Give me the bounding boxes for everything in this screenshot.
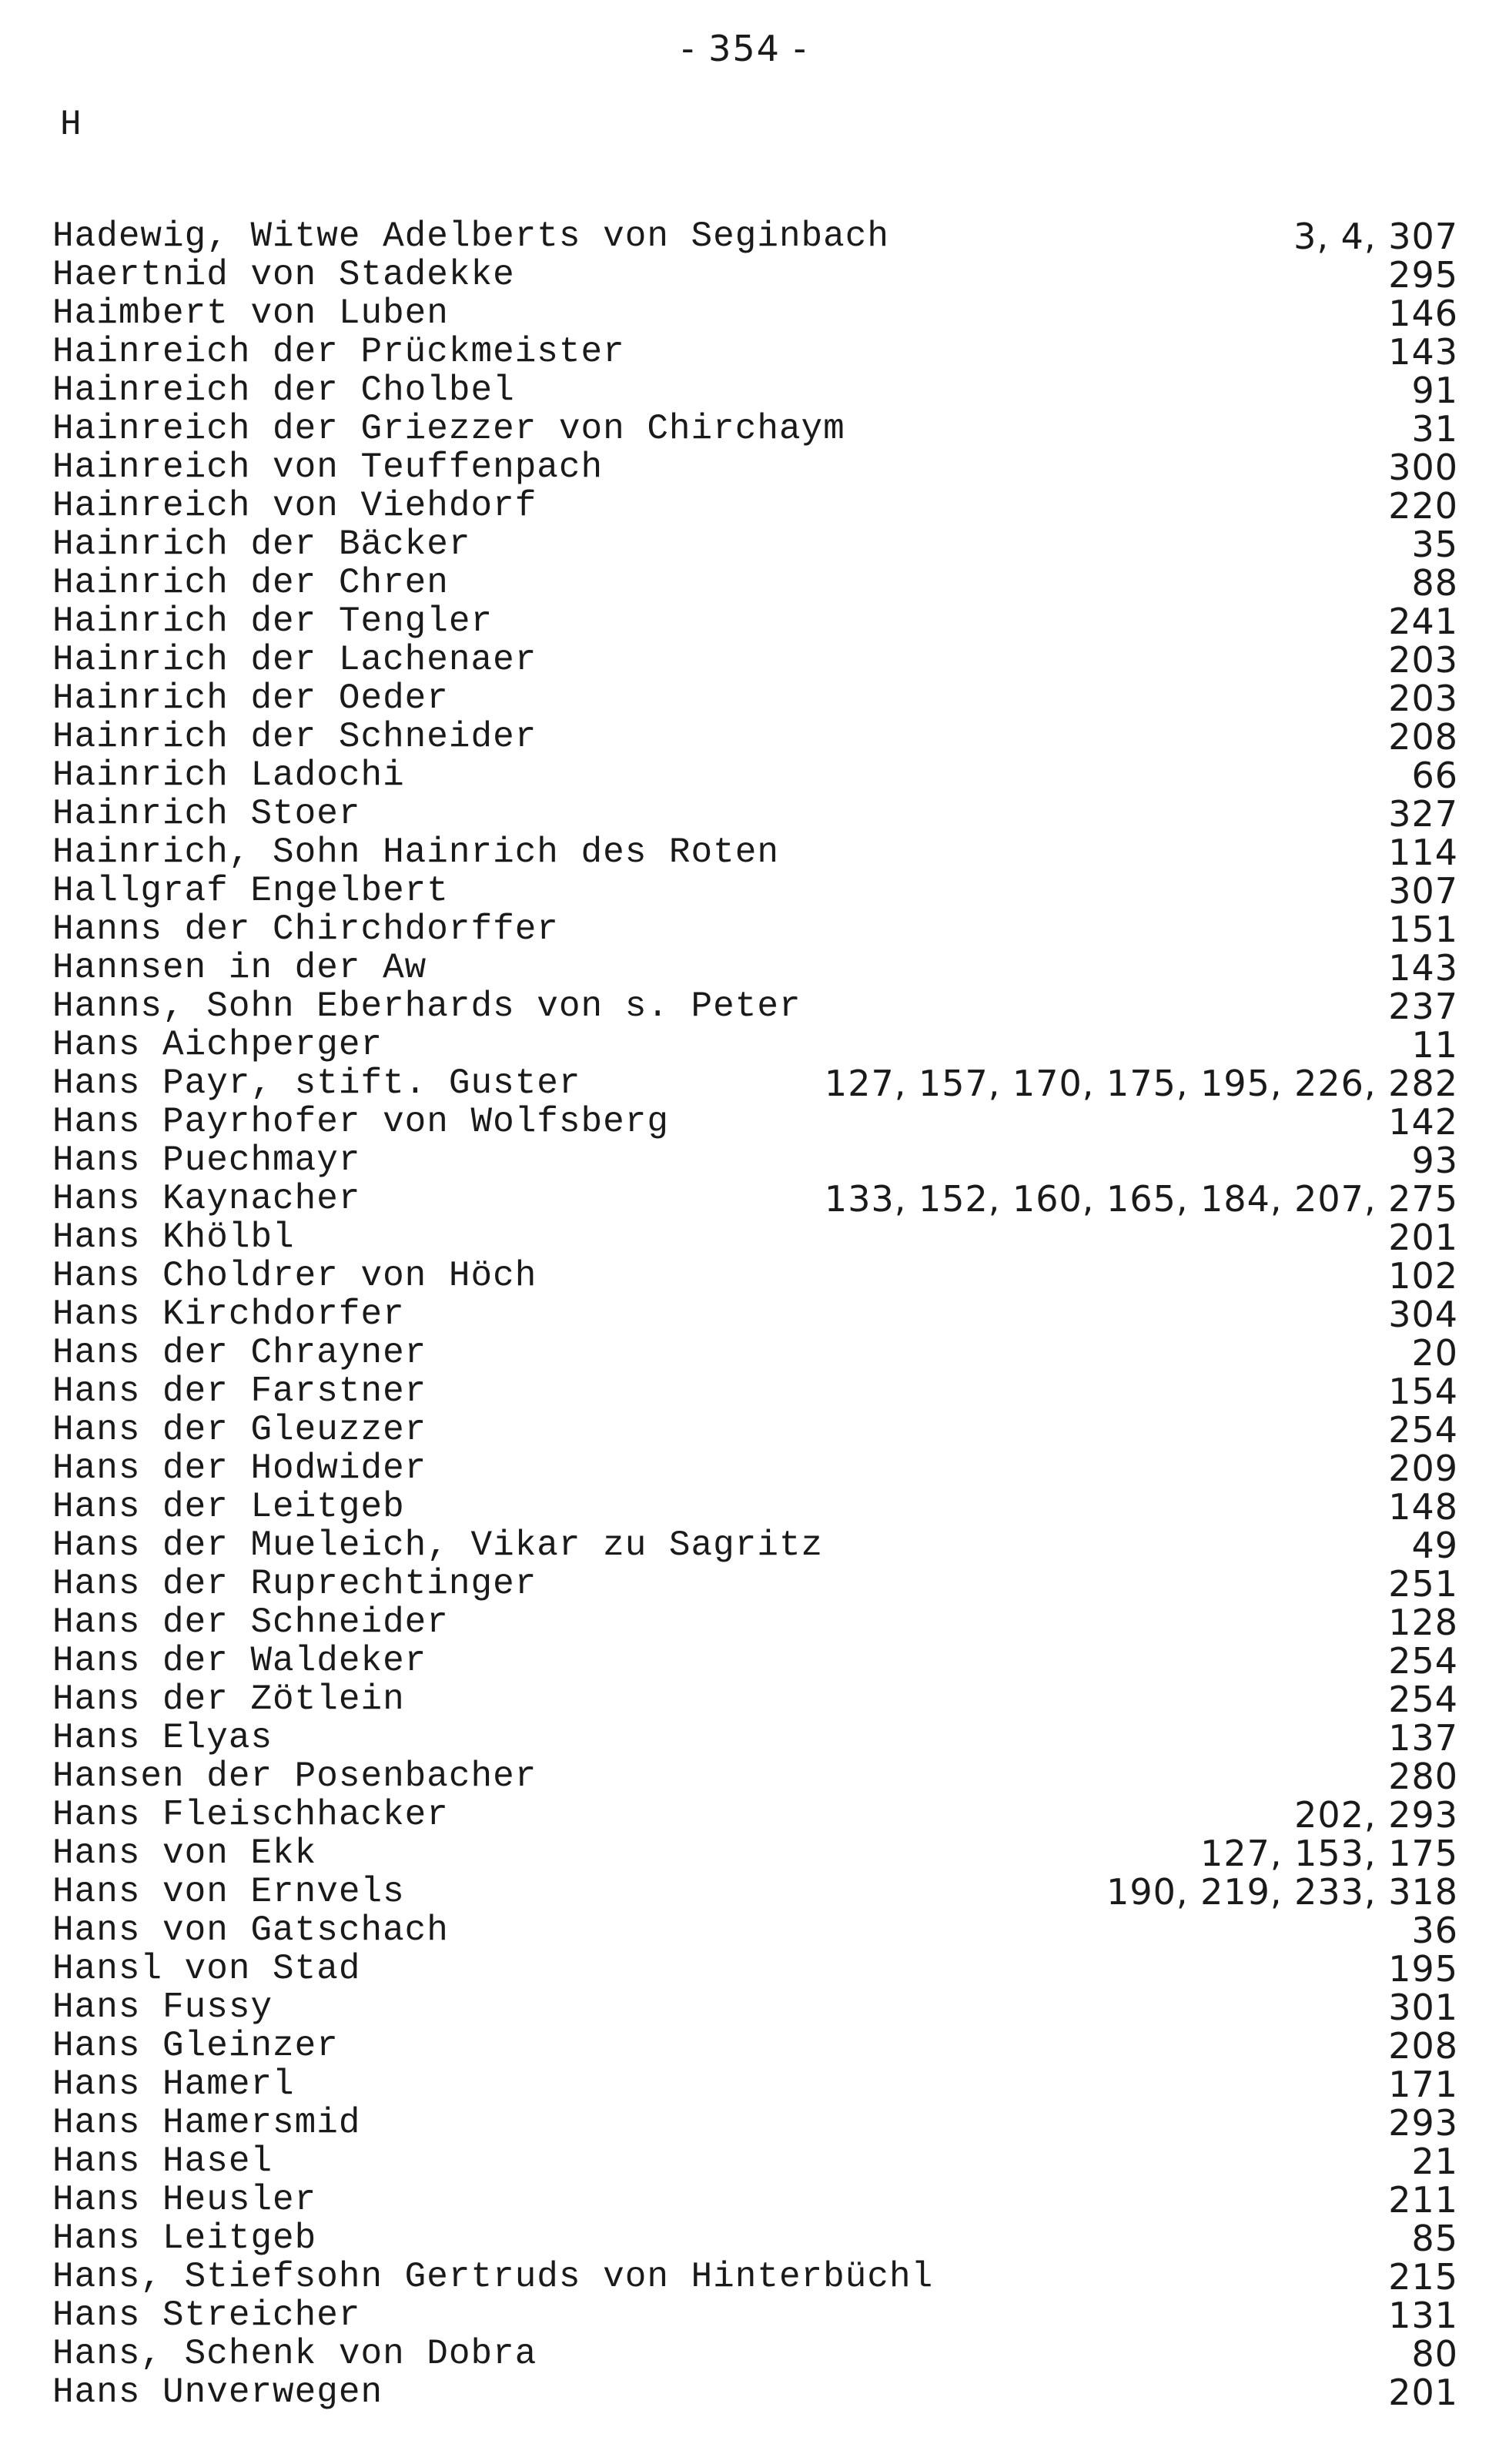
entry-name: Hans von Ekk: [52, 1833, 317, 1873]
entry-page-references: 88: [1411, 562, 1458, 604]
entry-page-references: 128: [1388, 1602, 1458, 1643]
entry-name: Hans Gleinzer: [52, 2026, 339, 2066]
entry-name: Hans von Gatschach: [52, 1910, 449, 1950]
entry-name: Hans Leitgeb: [52, 2218, 317, 2258]
entry-page-references: 301: [1388, 1987, 1458, 2028]
index-entry: [52, 679, 1458, 718]
entry-name: Hainrich der Bäcker: [52, 524, 471, 564]
index-entry: [52, 371, 1458, 410]
index-entry: [52, 217, 1458, 256]
index-entry: [52, 987, 1458, 1026]
entry-name: Hainreich der Prückmeister: [52, 332, 625, 372]
section-letter: H: [60, 105, 82, 145]
entry-name: Hans Payr, stift. Guster: [52, 1063, 581, 1103]
entry-page-references: 201: [1388, 1217, 1458, 1258]
entry-name: Hans, Schenk von Dobra: [52, 2334, 537, 2374]
entry-page-references: 114: [1388, 832, 1458, 873]
entry-page-references: 254: [1388, 1640, 1458, 1682]
index-entry: [52, 1180, 1458, 1218]
index-entry: [52, 2335, 1458, 2373]
entry-name: Hans von Ernvels: [52, 1872, 405, 1912]
index-entry: [52, 1295, 1458, 1334]
index-entry: [52, 1911, 1458, 1950]
entry-page-references: 142: [1388, 1101, 1458, 1143]
entry-page-references: 202, 293: [1294, 1794, 1458, 1836]
entry-name: Hans Unverwegen: [52, 2372, 383, 2412]
index-entry: [52, 1411, 1458, 1449]
index-entry: [52, 2258, 1458, 2296]
entry-page-references: 304: [1388, 1294, 1458, 1335]
entry-page-references: 151: [1388, 909, 1458, 950]
entry-page-references: 241: [1388, 601, 1458, 642]
entry-page-references: 148: [1388, 1486, 1458, 1528]
entry-page-references: 203: [1388, 678, 1458, 719]
index-entry: [52, 949, 1458, 987]
entry-name: Hans Hamersmid: [52, 2103, 361, 2143]
entry-name: Hanns, Sohn Eberhards von s. Peter: [52, 986, 801, 1026]
index-entry: [52, 1449, 1458, 1488]
name-index-list: [52, 217, 1458, 2412]
entry-name: Hadewig, Witwe Adelberts von Seginbach: [52, 216, 889, 256]
entry-name: Hans der Zötlein: [52, 1679, 405, 1719]
entry-page-references: 35: [1411, 524, 1458, 565]
entry-name: Hans der Schneider: [52, 1602, 449, 1642]
entry-page-references: 209: [1388, 1448, 1458, 1489]
entry-page-references: 215: [1388, 2256, 1458, 2298]
index-entry: [52, 448, 1458, 487]
entry-page-references: 300: [1388, 447, 1458, 488]
index-entry: [52, 2065, 1458, 2104]
entry-page-references: 143: [1388, 331, 1458, 373]
entry-name: Hainrich der Lachenaer: [52, 640, 537, 680]
entry-page-references: 85: [1411, 2218, 1458, 2259]
entry-name: Hans Kirchdorfer: [52, 1294, 405, 1334]
index-entry: [52, 1103, 1458, 1141]
entry-page-references: 208: [1388, 2025, 1458, 2067]
entry-name: Hans Aichperger: [52, 1025, 383, 1065]
entry-name: Hans Choldrer von Höch: [52, 1256, 537, 1296]
entry-page-references: 171: [1388, 2064, 1458, 2105]
entry-name: Hainrich der Chren: [52, 563, 449, 603]
entry-page-references: 127, 157, 170, 175, 195, 226, 282: [824, 1063, 1458, 1104]
index-entry: [52, 2296, 1458, 2335]
index-entry: [52, 410, 1458, 448]
index-entry: [52, 795, 1458, 833]
index-entry: [52, 1257, 1458, 1295]
entry-page-references: 251: [1388, 1563, 1458, 1605]
entry-name: Hainrich der Tengler: [52, 601, 494, 641]
entry-page-references: 49: [1411, 1525, 1458, 1566]
entry-page-references: 201: [1388, 2372, 1458, 2413]
entry-page-references: 254: [1388, 1409, 1458, 1451]
entry-page-references: 295: [1388, 254, 1458, 296]
entry-name: Hans der Leitgeb: [52, 1487, 405, 1527]
entry-page-references: 146: [1388, 293, 1458, 334]
entry-page-references: 102: [1388, 1255, 1458, 1297]
entry-page-references: 127, 153, 175: [1200, 1833, 1458, 1874]
entry-page-references: 91: [1411, 370, 1458, 411]
index-entry: [52, 256, 1458, 294]
entry-page-references: 31: [1411, 408, 1458, 450]
entry-name: Hans Hasel: [52, 2141, 273, 2181]
index-entry: [52, 1372, 1458, 1411]
entry-name: Hans Puechmayr: [52, 1140, 361, 1180]
entry-name: Hans Kaynacher: [52, 1179, 361, 1219]
index-entry: [52, 1526, 1458, 1565]
index-entry: [52, 2142, 1458, 2181]
index-entry: [52, 718, 1458, 756]
entry-name: Hainrich Stoer: [52, 794, 361, 834]
entry-page-references: 237: [1388, 986, 1458, 1027]
entry-name: Hainreich der Griezzer von Chirchaym: [52, 409, 845, 449]
index-entry: [52, 1757, 1458, 1796]
index-entry: [52, 910, 1458, 949]
index-entry: [52, 1680, 1458, 1719]
entry-name: Hainrich der Schneider: [52, 717, 537, 757]
entry-page-references: 11: [1411, 1024, 1458, 1066]
entry-page-references: 36: [1411, 1910, 1458, 1951]
entry-name: Hans Elyas: [52, 1718, 273, 1758]
entry-page-references: 220: [1388, 485, 1458, 527]
index-entry: [52, 756, 1458, 795]
entry-name: Haimbert von Luben: [52, 293, 449, 333]
entry-name: Hainrich Ladochi: [52, 755, 405, 795]
entry-page-references: 93: [1411, 1140, 1458, 1181]
entry-name: Hainreich von Viehdorf: [52, 486, 537, 526]
index-entry: [52, 2373, 1458, 2412]
entry-name: Hans der Waldeker: [52, 1641, 427, 1681]
entry-page-references: 211: [1388, 2179, 1458, 2221]
index-entry: [52, 1988, 1458, 2027]
index-entry: [52, 294, 1458, 333]
entry-name: Hans, Stiefsohn Gertruds von Hinterbüchl: [52, 2257, 934, 2297]
entry-name: Hainreich von Teuffenpach: [52, 447, 604, 487]
entry-name: Hannsen in der Aw: [52, 948, 427, 988]
index-entry: [52, 1642, 1458, 1680]
entry-name: Hallgraf Engelbert: [52, 871, 449, 911]
index-entry: [52, 333, 1458, 371]
entry-name: Hans Heusler: [52, 2180, 317, 2220]
entry-name: Hans der Mueleich, Vikar zu Sagritz: [52, 1525, 824, 1565]
entry-name: Hans Khölbl: [52, 1217, 295, 1257]
entry-name: Hansen der Posenbacher: [52, 1756, 537, 1796]
entry-name: Hans Fleischhacker: [52, 1795, 449, 1835]
entry-name: Hansl von Stad: [52, 1949, 361, 1989]
index-entry: [52, 1141, 1458, 1180]
index-entry: [52, 1064, 1458, 1103]
entry-page-references: 307: [1388, 870, 1458, 912]
entry-page-references: 143: [1388, 947, 1458, 989]
index-entry: [52, 2219, 1458, 2258]
entry-name: Haertnid von Stadekke: [52, 255, 515, 295]
entry-page-references: 21: [1411, 2141, 1458, 2182]
entry-page-references: 154: [1388, 1371, 1458, 1412]
entry-name: Hainreich der Cholbel: [52, 370, 515, 410]
entry-page-references: 80: [1411, 2333, 1458, 2375]
entry-page-references: 195: [1388, 1948, 1458, 1990]
index-entry: [52, 1873, 1458, 1911]
entry-name: Hans der Hodwider: [52, 1448, 427, 1488]
entry-name: Hainrich, Sohn Hainrich des Roten: [52, 832, 779, 872]
index-entry: [52, 1603, 1458, 1642]
entry-name: Hans der Chrayner: [52, 1333, 427, 1373]
entry-page-references: 293: [1388, 2102, 1458, 2144]
index-entry: [52, 564, 1458, 602]
index-entry: [52, 1488, 1458, 1526]
index-entry: [52, 487, 1458, 525]
entry-page-references: 137: [1388, 1717, 1458, 1759]
index-entry: [52, 1719, 1458, 1757]
index-entry: [52, 2104, 1458, 2142]
entry-page-references: 20: [1411, 1332, 1458, 1374]
index-entry: [52, 1950, 1458, 1988]
index-entry: [52, 2181, 1458, 2219]
entry-name: Hans Hamerl: [52, 2064, 295, 2104]
entry-page-references: 190, 219, 233, 318: [1106, 1871, 1458, 1913]
index-entry: [52, 1565, 1458, 1603]
entry-page-references: 254: [1388, 1679, 1458, 1720]
index-entry: [52, 1218, 1458, 1257]
entry-name: Hans Fussy: [52, 1987, 273, 2027]
index-entry: [52, 872, 1458, 910]
index-entry: [52, 1026, 1458, 1064]
entry-page-references: 133, 152, 160, 165, 184, 207, 275: [824, 1178, 1458, 1220]
entry-name: Hans der Ruprechtinger: [52, 1564, 537, 1604]
entry-name: Hans der Gleuzzer: [52, 1410, 427, 1450]
entry-page-references: 280: [1388, 1756, 1458, 1797]
entry-name: Hanns der Chirchdorffer: [52, 909, 559, 949]
entry-name: Hans Streicher: [52, 2295, 361, 2335]
entry-page-references: 3, 4, 307: [1293, 216, 1458, 257]
index-entry: [52, 1834, 1458, 1873]
entry-name: Hans Payrhofer von Wolfsberg: [52, 1102, 669, 1142]
entry-name: Hans der Farstner: [52, 1371, 427, 1411]
entry-name: Hainrich der Oeder: [52, 678, 449, 718]
index-entry: [52, 1334, 1458, 1372]
entry-page-references: 203: [1388, 639, 1458, 681]
index-entry: [52, 1796, 1458, 1834]
entry-page-references: 131: [1388, 2295, 1458, 2336]
index-entry: [52, 833, 1458, 872]
index-entry: [52, 2027, 1458, 2065]
index-entry: [52, 525, 1458, 564]
entry-page-references: 208: [1388, 716, 1458, 758]
index-entry: [52, 602, 1458, 641]
page-number: - 354 -: [681, 28, 808, 69]
entry-page-references: 66: [1411, 755, 1458, 796]
entry-page-references: 327: [1388, 793, 1458, 835]
index-entry: [52, 641, 1458, 679]
